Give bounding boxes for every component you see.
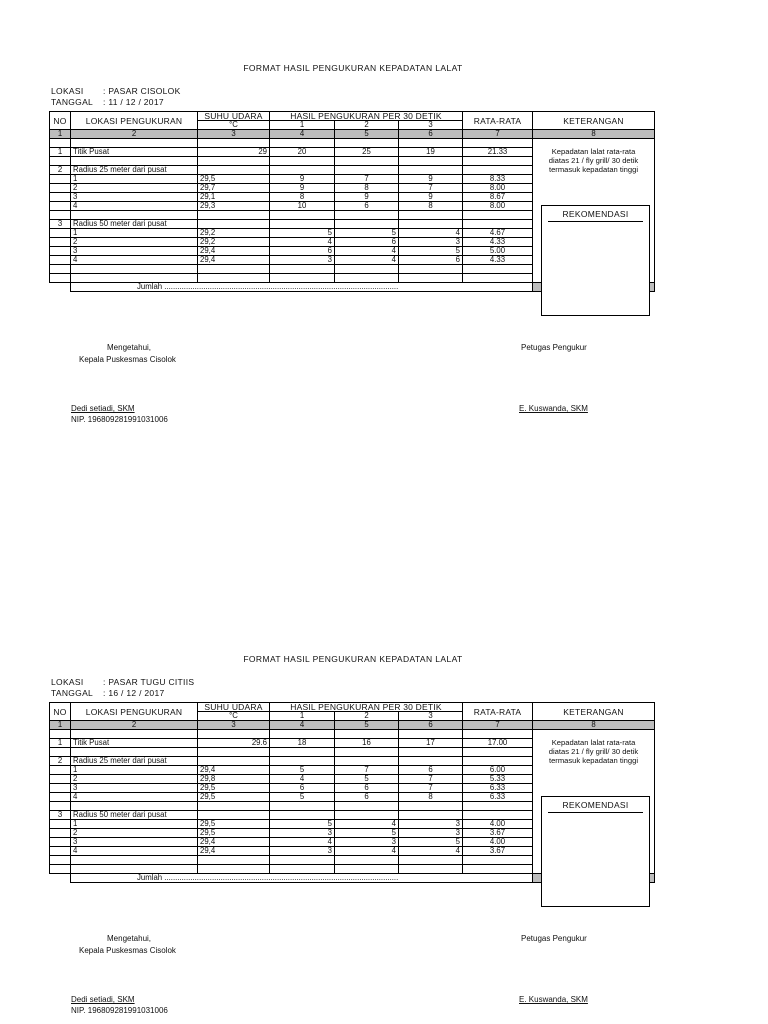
lokasi-line: [51, 86, 181, 96]
header-keterangan: KETERANGAN: [533, 112, 655, 130]
keterangan-line: Kepadatan lalat rata-rata: [533, 739, 655, 748]
col-number: 1: [50, 721, 71, 730]
row-suhu: 29,2: [198, 229, 270, 238]
row-suhu: 29,3: [198, 202, 270, 211]
row-suhu: 29,5: [198, 175, 270, 184]
row-rata: 17.00: [463, 739, 533, 748]
row-v2: 9: [335, 193, 399, 202]
row-no: 1: [50, 739, 71, 748]
row-location: 4: [71, 256, 198, 265]
row-v1: 8: [270, 193, 335, 202]
header-h1: 1: [270, 712, 335, 721]
header-lokasi: LOKASI PENGUKURAN: [71, 112, 198, 130]
table-row: [50, 148, 655, 157]
row-v2: 25: [335, 148, 399, 157]
rekomendasi-box: [541, 796, 650, 907]
col-number: 6: [399, 721, 463, 730]
group-label: Radius 50 meter dari pusat: [71, 811, 198, 820]
row-rata: 21.33: [463, 148, 533, 157]
row-rata: 3.67: [463, 829, 533, 838]
petugas-text: Petugas Pengukur: [521, 934, 587, 943]
header-rata: RATA-RATA: [463, 703, 533, 721]
row-suhu: 29,4: [198, 247, 270, 256]
blank-row: [50, 157, 655, 166]
mengetahui-text: Mengetahui,: [107, 343, 152, 352]
row-v1: 3: [270, 829, 335, 838]
row-v1: 18: [270, 739, 335, 748]
row-rata: 4.67: [463, 229, 533, 238]
group-no: 2: [50, 166, 71, 175]
header-no: NO: [50, 112, 71, 130]
group-label: Radius 50 meter dari pusat: [71, 220, 198, 229]
row-v3: 7: [399, 784, 463, 793]
col-number: 8: [533, 721, 655, 730]
row-v1: 5: [270, 766, 335, 775]
header-hasil: HASIL PENGUKURAN PER 30 DETIK: [270, 703, 463, 712]
keterangan-line: termasuk kepadatan tinggi: [533, 166, 655, 175]
row-v1: 9: [270, 184, 335, 193]
row-v2: 5: [335, 229, 399, 238]
signatory-right: E. Kuswanda, SKM: [519, 404, 588, 413]
row-location: 1: [71, 175, 198, 184]
form-title: FORMAT HASIL PENGUKURAN KEPADATAN LALAT: [243, 63, 463, 73]
group-no: 3: [50, 220, 71, 229]
header-no: NO: [50, 703, 71, 721]
row-v2: 3: [335, 838, 399, 847]
jumlah-label: Jumlah ............................................................................................................: [71, 874, 533, 883]
row-v2: 5: [335, 775, 399, 784]
col-number: 7: [463, 130, 533, 139]
kepala-text: Kepala Puskesmas Cisolok: [79, 946, 176, 955]
blank-row: [50, 139, 655, 148]
table-row: [50, 739, 655, 748]
measurement-form: [0, 0, 768, 424]
header-h1: 1: [270, 121, 335, 130]
header-hasil: HASIL PENGUKURAN PER 30 DETIK: [270, 112, 463, 121]
col-number: 8: [533, 130, 655, 139]
row-v3: 9: [399, 193, 463, 202]
row-rata: 4.00: [463, 820, 533, 829]
blank-row: [50, 748, 655, 757]
row-v2: 8: [335, 184, 399, 193]
table-row: [50, 193, 655, 202]
row-no: 1: [50, 148, 71, 157]
row-rata: 8.00: [463, 202, 533, 211]
header-h2: 2: [335, 121, 399, 130]
row-rata: 6.33: [463, 784, 533, 793]
measurement-form: [0, 591, 768, 1015]
row-suhu: 29: [198, 148, 270, 157]
row-location: 2: [71, 238, 198, 247]
row-v2: 6: [335, 238, 399, 247]
row-location: 3: [71, 247, 198, 256]
row-v1: 20: [270, 148, 335, 157]
row-v1: 4: [270, 838, 335, 847]
row-location: 1: [71, 766, 198, 775]
table-row: [50, 766, 655, 775]
row-suhu: 29.6: [198, 739, 270, 748]
row-rata: 4.33: [463, 256, 533, 265]
tanggal-value: : 16 / 12 / 2017: [103, 688, 165, 698]
group-no: 2: [50, 757, 71, 766]
row-location: 2: [71, 775, 198, 784]
header-rata: RATA-RATA: [463, 112, 533, 130]
row-location: 4: [71, 202, 198, 211]
form-title: FORMAT HASIL PENGUKURAN KEPADATAN LALAT: [243, 654, 463, 664]
row-suhu: 29,2: [198, 238, 270, 247]
signatory-left: Dedi setiadi, SKM: [71, 404, 135, 413]
row-suhu: 29,4: [198, 256, 270, 265]
row-rata: 3.67: [463, 847, 533, 856]
nip-text: NIP. 196809281991031006: [71, 1006, 168, 1015]
row-v2: 7: [335, 175, 399, 184]
row-v3: 5: [399, 247, 463, 256]
row-v1: 3: [270, 847, 335, 856]
row-location: 4: [71, 793, 198, 802]
row-v1: 9: [270, 175, 335, 184]
row-v2: 4: [335, 847, 399, 856]
row-suhu: 29,5: [198, 820, 270, 829]
row-v2: 7: [335, 766, 399, 775]
row-location: Titik Pusat: [71, 739, 198, 748]
row-rata: 8.67: [463, 193, 533, 202]
lokasi-label: LOKASI: [51, 86, 84, 96]
row-v3: 6: [399, 766, 463, 775]
row-rata: 4.00: [463, 838, 533, 847]
col-number: 2: [71, 721, 198, 730]
col-number: 6: [399, 130, 463, 139]
row-v2: 6: [335, 202, 399, 211]
row-location: 2: [71, 829, 198, 838]
row-v1: 3: [270, 256, 335, 265]
row-location: Titik Pusat: [71, 148, 198, 157]
row-v3: 6: [399, 256, 463, 265]
column-number-row: [50, 130, 655, 139]
row-suhu: 29,7: [198, 184, 270, 193]
jumlah-label: Jumlah ............................................................................................................: [71, 283, 533, 292]
row-v2: 4: [335, 256, 399, 265]
row-v1: 6: [270, 247, 335, 256]
row-v3: 5: [399, 838, 463, 847]
row-suhu: 29,4: [198, 766, 270, 775]
lokasi-line: [51, 677, 194, 687]
nip-text: NIP. 196809281991031006: [71, 415, 168, 424]
header-h2: 2: [335, 712, 399, 721]
row-v2: 6: [335, 784, 399, 793]
row-v3: 3: [399, 238, 463, 247]
row-rata: 6.33: [463, 793, 533, 802]
col-number: 5: [335, 721, 399, 730]
row-rata: 5.33: [463, 775, 533, 784]
row-rata: 8.00: [463, 184, 533, 193]
row-location: 3: [71, 838, 198, 847]
signatory-left: Dedi setiadi, SKM: [71, 995, 135, 1004]
row-suhu: 29,5: [198, 829, 270, 838]
col-number: 7: [463, 721, 533, 730]
tanggal-value: : 11 / 12 / 2017: [103, 97, 164, 107]
tanggal-label: TANGGAL: [51, 688, 94, 698]
header-h3: 3: [399, 121, 463, 130]
row-suhu: 29,5: [198, 793, 270, 802]
col-number: 4: [270, 721, 335, 730]
row-v1: 6: [270, 784, 335, 793]
row-rata: 4.33: [463, 238, 533, 247]
row-location: 3: [71, 784, 198, 793]
row-v3: 4: [399, 847, 463, 856]
table-row: [50, 184, 655, 193]
row-v1: 4: [270, 775, 335, 784]
row-rata: 5.00: [463, 247, 533, 256]
row-v2: 4: [335, 247, 399, 256]
header-lokasi: LOKASI PENGUKURAN: [71, 703, 198, 721]
row-location: 1: [71, 229, 198, 238]
row-v3: 3: [399, 820, 463, 829]
rekomendasi-title: REKOMENDASI: [562, 209, 629, 219]
rekomendasi-title: REKOMENDASI: [562, 800, 629, 810]
header-suhu-unit: °C: [198, 712, 270, 721]
group-row: [50, 166, 655, 175]
row-location: 3: [71, 193, 198, 202]
col-number: 5: [335, 130, 399, 139]
table-row: [50, 784, 655, 793]
header-row: [50, 112, 655, 121]
header-suhu: SUHU UDARA: [198, 112, 270, 121]
lokasi-value: : PASAR TUGU CITIIS: [103, 677, 195, 687]
table-row: [50, 775, 655, 784]
row-v2: 6: [335, 793, 399, 802]
header-suhu: SUHU UDARA: [198, 703, 270, 712]
row-location: 1: [71, 820, 198, 829]
col-number: 3: [198, 130, 270, 139]
col-number: 1: [50, 130, 71, 139]
row-v3: 8: [399, 793, 463, 802]
table-row: [50, 175, 655, 184]
row-suhu: 29,4: [198, 847, 270, 856]
header-keterangan: KETERANGAN: [533, 703, 655, 721]
col-number: 4: [270, 130, 335, 139]
keterangan-line: diatas 21 / fly grill/ 30 detik: [533, 748, 655, 757]
tanggal-label: TANGGAL: [51, 97, 94, 107]
row-suhu: 29,8: [198, 775, 270, 784]
group-row: [50, 757, 655, 766]
rekomendasi-underline: [548, 221, 643, 222]
group-label: Radius 25 meter dari pusat: [71, 757, 198, 766]
row-suhu: 29,5: [198, 784, 270, 793]
lokasi-label: LOKASI: [51, 677, 84, 687]
col-number: 3: [198, 721, 270, 730]
row-v1: 4: [270, 238, 335, 247]
row-v3: 19: [399, 148, 463, 157]
row-v3: 7: [399, 775, 463, 784]
tanggal-line: [51, 97, 164, 107]
row-v3: 8: [399, 202, 463, 211]
row-suhu: 29,1: [198, 193, 270, 202]
signatory-right: E. Kuswanda, SKM: [519, 995, 588, 1004]
lokasi-value: : PASAR CISOLOK: [103, 86, 181, 96]
petugas-text: Petugas Pengukur: [521, 343, 587, 352]
row-rata: 8.33: [463, 175, 533, 184]
rekomendasi-box: [541, 205, 650, 316]
row-v1: 5: [270, 820, 335, 829]
blank-row: [50, 730, 655, 739]
row-v2: 5: [335, 829, 399, 838]
keterangan-line: Kepadatan lalat rata-rata: [533, 148, 655, 157]
row-v3: 9: [399, 175, 463, 184]
row-v1: 10: [270, 202, 335, 211]
mengetahui-text: Mengetahui,: [107, 934, 152, 943]
header-h3: 3: [399, 712, 463, 721]
row-suhu: 29,4: [198, 838, 270, 847]
row-v2: 16: [335, 739, 399, 748]
col-number: 2: [71, 130, 198, 139]
group-no: 3: [50, 811, 71, 820]
column-number-row: [50, 721, 655, 730]
group-label: Radius 25 meter dari pusat: [71, 166, 198, 175]
kepala-text: Kepala Puskesmas Cisolok: [79, 355, 176, 364]
keterangan-line: diatas 21 / fly grill/ 30 detik: [533, 157, 655, 166]
row-v3: 7: [399, 184, 463, 193]
header-suhu-unit: °C: [198, 121, 270, 130]
row-v1: 5: [270, 229, 335, 238]
row-v1: 5: [270, 793, 335, 802]
row-v3: 4: [399, 229, 463, 238]
row-v3: 3: [399, 829, 463, 838]
row-rata: 6.00: [463, 766, 533, 775]
tanggal-line: [51, 688, 165, 698]
header-row: [50, 703, 655, 712]
row-v3: 17: [399, 739, 463, 748]
row-location: 2: [71, 184, 198, 193]
keterangan-line: termasuk kepadatan tinggi: [533, 757, 655, 766]
rekomendasi-underline: [548, 812, 643, 813]
row-v2: 4: [335, 820, 399, 829]
row-location: 4: [71, 847, 198, 856]
